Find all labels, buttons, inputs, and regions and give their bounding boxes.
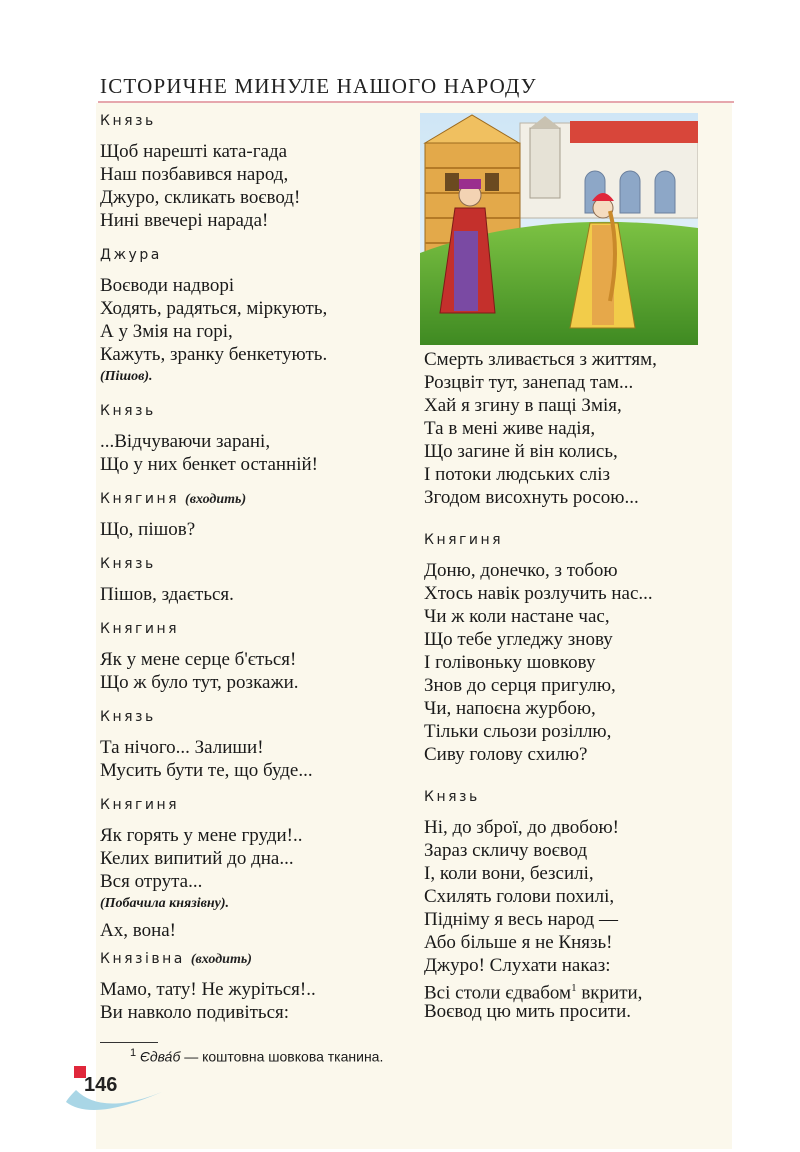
speaker-name: Княгиня bbox=[100, 621, 180, 637]
verse-line: Хай я згину в пащі Змія, bbox=[424, 395, 622, 416]
page-number: 146 bbox=[84, 1074, 118, 1096]
speaker-name: Джура bbox=[100, 247, 162, 263]
verse-line: Нині ввечері нарада! bbox=[100, 210, 269, 231]
verse-line: Або більше я не Князь! bbox=[424, 932, 613, 953]
verse-line: Чи, напоєна журбою, bbox=[424, 698, 596, 719]
left-column bbox=[100, 112, 400, 1024]
verse-line: Схилять голови похилі, bbox=[424, 886, 615, 907]
verse-text: Всі столи єдвабом bbox=[424, 982, 572, 1004]
dialogue-block bbox=[100, 112, 400, 232]
verse-line: Джуро! Слухати наказ: bbox=[424, 955, 611, 976]
dialogue-block bbox=[100, 950, 400, 1024]
footnote-ref: 1 bbox=[571, 982, 577, 994]
dialogue-block bbox=[100, 246, 400, 388]
speaker-remark: (входить) bbox=[185, 492, 247, 507]
verse-line: Чи ж коли настане час, bbox=[424, 606, 610, 627]
speaker-name-text: Князівна bbox=[100, 951, 185, 967]
verse-text: вкрити, bbox=[576, 982, 643, 1004]
verse-line: Що, пішов? bbox=[100, 519, 196, 540]
verse-line: Смерть зливається з життям, bbox=[424, 349, 657, 370]
verse-line: Доню, донечко, з тобою bbox=[424, 560, 618, 581]
dialogue-block bbox=[100, 796, 400, 942]
illustration-svg bbox=[420, 113, 698, 345]
verse-line: І потоки людських сліз bbox=[424, 464, 611, 485]
verse-line: ...Відчуваючи зарані, bbox=[100, 431, 271, 452]
dialogue-block bbox=[424, 531, 724, 766]
speaker-name bbox=[100, 490, 400, 508]
dialogue-block bbox=[100, 620, 400, 694]
verse-line: Тільки сльози розіллю, bbox=[424, 721, 612, 742]
verse-line: Ні, до зброї, до двобою! bbox=[424, 817, 619, 838]
verse-line: Як горять у мене груди!.. bbox=[100, 825, 303, 846]
speaker-name: Князь bbox=[100, 709, 156, 725]
verse-line: Воєводи надворі bbox=[100, 275, 235, 296]
dialogue-block bbox=[100, 402, 400, 476]
verse-line-with-footnote bbox=[424, 977, 724, 1004]
verse-line: Хтось навік розлучить нас... bbox=[424, 583, 653, 604]
verse-line: Зараз скличу воєвод bbox=[424, 840, 588, 861]
verse-line: Підніму я весь народ — bbox=[424, 909, 618, 930]
dialogue-block bbox=[424, 788, 724, 1023]
speaker-name-text: Княгиня bbox=[100, 491, 180, 507]
verse-line: Сиву голову схилю? bbox=[424, 744, 588, 765]
stage-direction: (Пішов). bbox=[100, 369, 153, 384]
verse-line: Як у мене серце б'ється! bbox=[100, 649, 297, 670]
verse-line: Щоб нарешті ката-гада bbox=[100, 141, 288, 162]
footnote-rule bbox=[100, 1042, 158, 1043]
verse-line: Та в мені живе надія, bbox=[424, 418, 596, 439]
verse-line: Мусить бути те, що буде... bbox=[100, 760, 313, 781]
speaker-name: Князь bbox=[100, 403, 156, 419]
verse-line: Вся отрута... bbox=[100, 871, 203, 892]
illustration-prince-and-princess bbox=[420, 113, 698, 345]
verse-line: Що у них бенкет останній! bbox=[100, 454, 318, 475]
verse-line: І, коли вони, безсилі, bbox=[424, 863, 594, 884]
verse-line: Ах, вона! bbox=[100, 920, 176, 941]
verse-line: Знов до серця пригулю, bbox=[424, 675, 616, 696]
verse-line: Наш позбавився народ, bbox=[100, 164, 289, 185]
verse-line: Що ж було тут, розкажи. bbox=[100, 672, 299, 693]
verse-line: І голівоньку шовкову bbox=[424, 652, 596, 673]
speaker-name bbox=[100, 950, 400, 968]
right-column bbox=[424, 348, 724, 1023]
verse-line: Воєвод цю мить просити. bbox=[424, 1001, 632, 1022]
verse-line: Ви навколо подивіться: bbox=[100, 1002, 290, 1023]
verse-line: Ходять, радяться, міркують, bbox=[100, 298, 328, 319]
verse-line: А у Змія на горі, bbox=[100, 321, 233, 342]
speaker-remark: (входить) bbox=[190, 952, 252, 967]
verse-line: Мамо, тату! Не журіться!.. bbox=[100, 979, 316, 1000]
verse-line: Згодом висохнуть росою... bbox=[424, 487, 639, 508]
stage-direction: (Побачила князівну). bbox=[100, 896, 230, 911]
footnote-term: Єдва́б bbox=[140, 1048, 181, 1065]
verse-line: Розцвіт тут, занепад там... bbox=[424, 372, 634, 393]
dialogue-block bbox=[100, 490, 400, 541]
footnote-number: 1 bbox=[130, 1047, 137, 1059]
dialogue-block bbox=[100, 555, 400, 606]
verse-line: Джуро, скликать воєвод! bbox=[100, 187, 301, 208]
verse-line: Та нічого... Залиши! bbox=[100, 737, 264, 758]
verse-line: Що тебе угледжу знову bbox=[424, 629, 613, 650]
footnote bbox=[130, 1047, 383, 1065]
verse-line: Пішов, здається. bbox=[100, 584, 234, 605]
speaker-name: Князь bbox=[424, 789, 480, 805]
speaker-name: Князь bbox=[100, 556, 156, 572]
dialogue-block bbox=[100, 708, 400, 782]
verse-line: Що загине й він колись, bbox=[424, 441, 618, 462]
speaker-name: Князь bbox=[100, 113, 156, 129]
speaker-name: Княгиня bbox=[424, 532, 504, 548]
speaker-name: Княгиня bbox=[100, 797, 180, 813]
page-header-title: ІСТОРИЧНЕ МИНУЛЕ НАШОГО НАРОДУ bbox=[100, 74, 537, 98]
footnote-text: — коштовна шовкова тканина. bbox=[180, 1048, 384, 1065]
verse-line: Кажуть, зранку бенкетують. bbox=[100, 344, 328, 365]
verse-line: Келих випитий до дна... bbox=[100, 848, 294, 869]
header-rule bbox=[98, 101, 734, 103]
dialogue-block bbox=[424, 348, 724, 509]
